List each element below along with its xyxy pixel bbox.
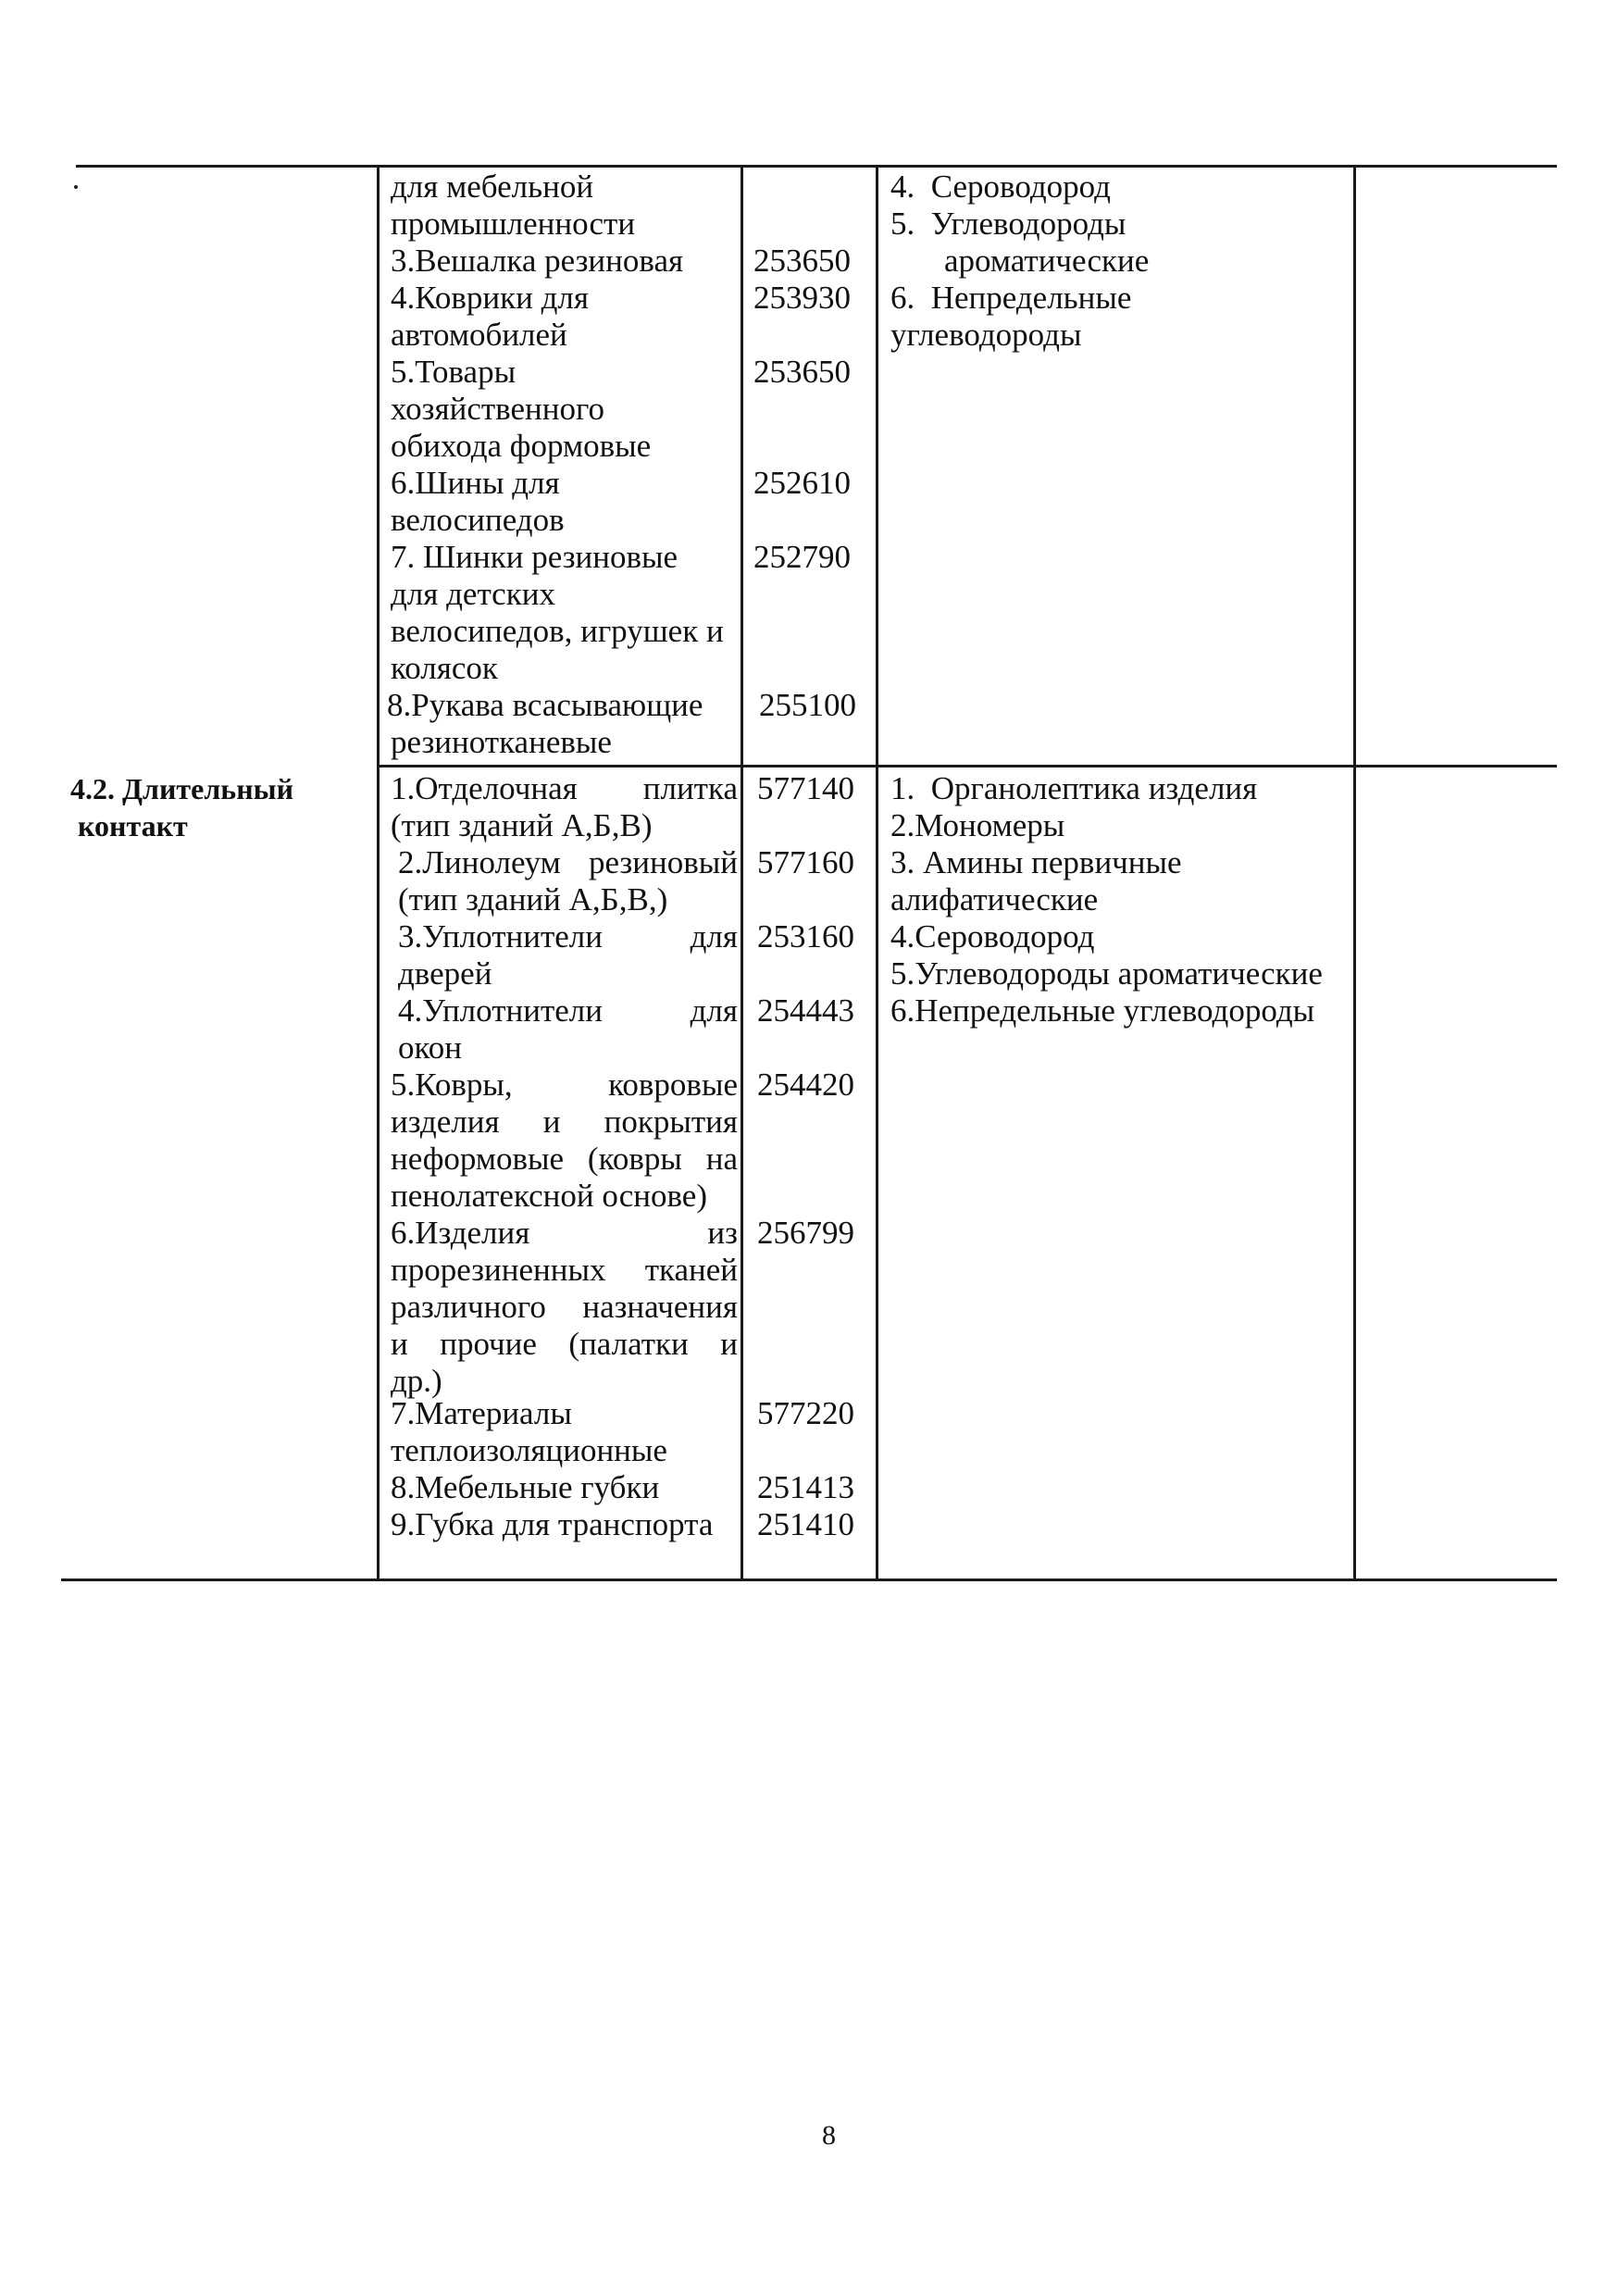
r1-product-3-line-1: хозяйственного (391, 391, 604, 427)
r2-product-0-line-1: (тип зданий А,Б,В) (391, 807, 653, 843)
r2-product-2-line-0: 3.Уплотнители для (398, 918, 738, 955)
r1-product-3-line-2: обихода формовые (391, 428, 652, 464)
r2-product-0-line-0: 1.Отделочная плитка (391, 770, 738, 806)
r1-product-2-line-1: автомобилей (391, 317, 567, 353)
r1-product-4-line-0: 6.Шины для (391, 465, 560, 501)
r1-product-3-line-0: 5.Товары (391, 354, 517, 390)
r2-product-5-line-0: 6.Изделия из (391, 1215, 738, 1251)
r1-product-3-code: 253650 (753, 354, 851, 390)
r2-indicator-3: алифатические (890, 881, 1099, 917)
r1-product-0-line-0: для мебельной (391, 168, 594, 205)
r1-product-4-code: 252610 (753, 465, 851, 501)
r1-product-5-line-3: колясок (391, 650, 498, 686)
r2-product-5-line-1: прорезиненных тканей (391, 1252, 738, 1288)
r1-product-5-line-1: для детских (391, 576, 555, 612)
r2-product-4-line-1: изделия и покрытия (391, 1104, 738, 1140)
r1-product-5-code: 252790 (753, 539, 851, 575)
r1-indicator-3: 6. Непредельные (890, 280, 1132, 316)
r2-product-4-line-2: неформовые (ковры на (391, 1141, 738, 1177)
column-divider-1 (377, 165, 380, 1581)
page-number: 8 (822, 2120, 836, 2151)
r2-product-3-line-1: окон (398, 1029, 462, 1066)
table-top-border (76, 165, 1557, 168)
r1-product-0-line-1: промышленности (391, 206, 636, 242)
r2-product-7-line-0: 8.Мебельные губки (391, 1469, 660, 1505)
r1-product-5-line-2: велосипедов, игрушек и (391, 613, 724, 649)
r2-indicator-5: 5.Углеводороды ароматические (890, 955, 1323, 992)
r1-product-2-line-0: 4.Коврики для (391, 280, 589, 316)
r1-product-1-code: 253650 (753, 243, 851, 279)
column-divider-3 (876, 165, 878, 1581)
r2-product-8-line-0: 9.Губка для транспорта (391, 1506, 714, 1542)
r2-indicator-4: 4.Сероводород (890, 918, 1095, 955)
r1-product-2-code: 253930 (753, 280, 851, 316)
r1-product-4-line-1: велосипедов (391, 502, 565, 538)
r2-product-1-line-1: (тип зданий А,Б,В,) (398, 881, 668, 917)
r2-product-5-line-4: др.) (391, 1363, 442, 1399)
scan-speck (74, 185, 78, 189)
r2-product-4-code: 254420 (757, 1067, 854, 1103)
r2-indicator-2: 3. Амины первичные (890, 844, 1182, 880)
r2-product-4-line-0: 5.Ковры, ковровые (391, 1067, 738, 1103)
r2-product-8-code: 251410 (757, 1506, 854, 1542)
r2-product-1-code: 577160 (757, 844, 854, 880)
r2-indicator-1: 2.Мономеры (890, 807, 1065, 843)
r1-product-1-line-0: 3.Вешалка резиновая (391, 243, 684, 279)
r2-product-5-code: 256799 (757, 1215, 854, 1251)
r2-product-7-code: 251413 (757, 1469, 854, 1505)
r2-product-2-code: 253160 (757, 918, 854, 955)
table-bottom-border (61, 1578, 1557, 1581)
r2-indicator-0: 1. Органолептика изделия (890, 770, 1258, 806)
r1-indicator-4: углеводороды (890, 317, 1082, 353)
r1-product-5-line-0: 7. Шинки резиновые (391, 539, 678, 575)
r2-product-5-line-3: и прочие (палатки и (391, 1326, 738, 1362)
r1-indicator-0: 4. Сероводород (890, 168, 1111, 205)
r1-product-6-line-0: 8.Рукава всасывающие (387, 687, 703, 723)
r1-indicator-1: 5. Углеводороды (890, 206, 1126, 242)
r2-indicator-6: 6.Непредельные углеводороды (890, 992, 1315, 1029)
r2-category-line-1: контакт (78, 809, 188, 842)
column-divider-4 (1353, 165, 1356, 1581)
r2-product-3-code: 254443 (757, 992, 854, 1029)
r2-product-6-line-0: 7.Материалы (391, 1395, 572, 1431)
r2-product-4-line-3: пенолатексной основе) (391, 1178, 707, 1214)
row-separator (378, 765, 1557, 767)
column-divider-2 (741, 165, 743, 1581)
r2-category-line-0: 4.2. Длительный (70, 772, 294, 805)
r2-product-3-line-0: 4.Уплотнители для (398, 992, 738, 1029)
r2-product-0-code: 577140 (757, 770, 854, 806)
r1-product-6-code: 255100 (759, 687, 856, 723)
r1-indicator-2: ароматические (944, 243, 1150, 279)
r1-product-6-line-1: резинотканевые (391, 724, 612, 760)
r2-product-5-line-2: различного назначения (391, 1289, 738, 1325)
r2-product-6-line-1: теплоизоляционные (391, 1432, 667, 1468)
r2-product-2-line-1: дверей (398, 955, 492, 992)
r2-product-1-line-0: 2.Линолеум резиновый (398, 844, 738, 880)
r2-product-6-code: 577220 (757, 1395, 854, 1431)
